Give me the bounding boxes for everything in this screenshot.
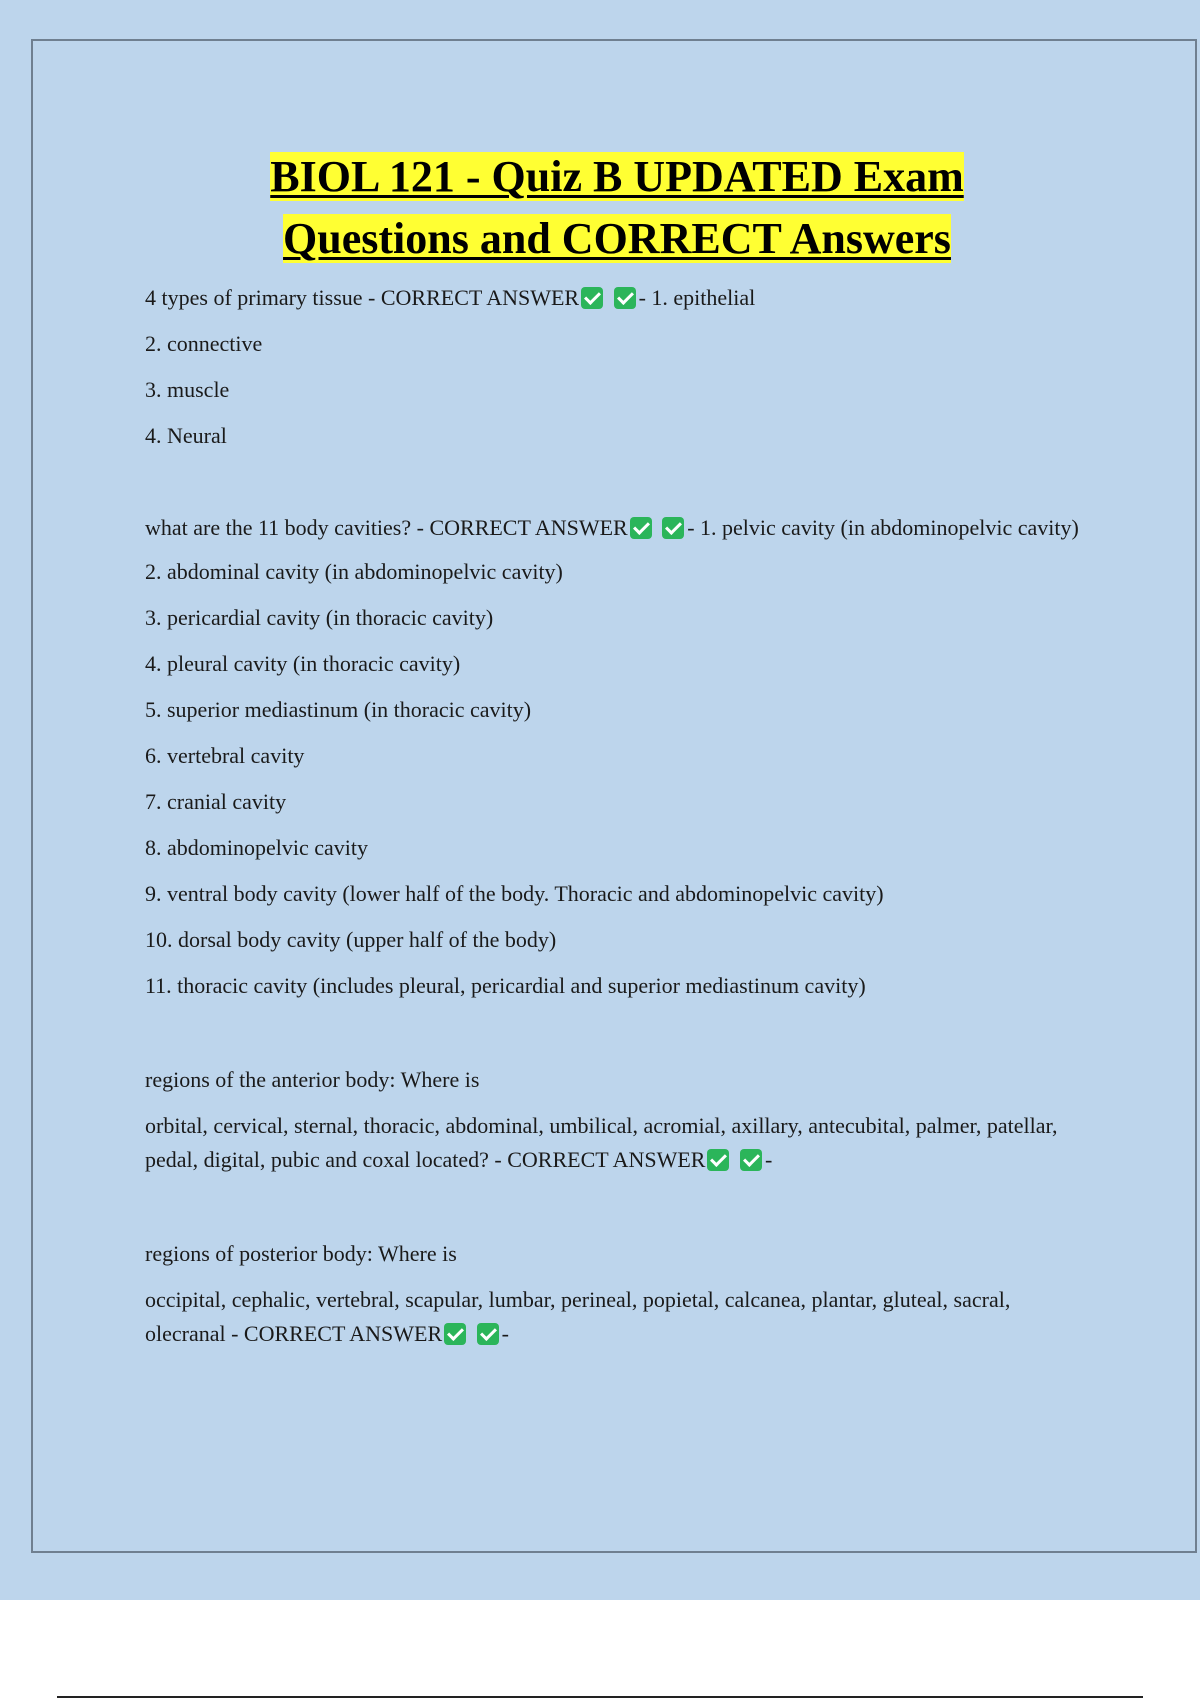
check-box-icon (707, 1149, 729, 1171)
answer-item: 5. superior mediastinum (in thoracic cavity) (145, 697, 532, 722)
answer-item: 8. abdominopelvic cavity (145, 835, 368, 860)
title-line-1: BIOL 121 - Quiz B UPDATED Exam (270, 152, 964, 201)
document-body (145, 281, 1085, 1363)
footer-rule (57, 1696, 1143, 1698)
answer-item: 4. Neural (145, 423, 227, 448)
question-3-intro: regions of the anterior body: Where is (145, 1067, 480, 1092)
question-text: orbital, cervical, sternal, thoracic, abdominal, umbilical, acromial, axillary, antecubital, palmer, patellar, pedal, digital, pubic and coxal located? - CORRECT ANSWER (145, 1113, 1058, 1172)
answer-item: 4. pleural cavity (in thoracic cavity) (145, 651, 461, 676)
answer-text: - 1. pelvic cavity (in abdominopelvic cavity) (687, 515, 1079, 540)
answer-item: 10. dorsal body cavity (upper half of the body) (145, 927, 557, 952)
question-1 (145, 281, 1085, 315)
answer-item: 2. abdominal cavity (in abdominopelvic cavity) (145, 559, 563, 584)
question-3 (145, 1109, 1085, 1177)
answer-item: 2. connective (145, 331, 263, 356)
answer-item: 7. cranial cavity (145, 789, 287, 814)
question-4-intro: regions of posterior body: Where is (145, 1241, 457, 1266)
answer-item: 11. thoracic cavity (includes pleural, pericardial and superior mediastinum cavity) (145, 973, 866, 998)
document-title (0, 146, 1200, 270)
check-box-icon (662, 517, 684, 539)
check-box-icon (477, 1323, 499, 1345)
check-box-icon (740, 1149, 762, 1171)
question-text: 4 types of primary tissue - CORRECT ANSWER (145, 285, 580, 310)
answer-text: - (501, 1321, 509, 1346)
answer-text: - 1. epithelial (638, 285, 756, 310)
question-text: occipital, cephalic, vertebral, scapular, lumbar, perineal, popietal, calcanea, plantar, gluteal, sacral, olecranal - CORRECT ANSWER (145, 1287, 1011, 1346)
check-box-icon (614, 287, 636, 309)
check-box-icon (630, 517, 652, 539)
question-4 (145, 1283, 1085, 1351)
question-text: what are the 11 body cavities? - CORRECT ANSWER (145, 515, 628, 540)
question-2 (145, 513, 1085, 543)
answer-item: 3. pericardial cavity (in thoracic cavity) (145, 605, 494, 630)
title-line-2: Questions and CORRECT Answers (283, 214, 951, 263)
check-box-icon (444, 1323, 466, 1345)
answer-item: 9. ventral body cavity (lower half of the body. Thoracic and abdominopelvic cavity) (145, 881, 884, 906)
answer-item: 3. muscle (145, 377, 230, 402)
answer-item: 6. vertebral cavity (145, 743, 305, 768)
check-box-icon (581, 287, 603, 309)
answer-text: - (764, 1147, 773, 1172)
